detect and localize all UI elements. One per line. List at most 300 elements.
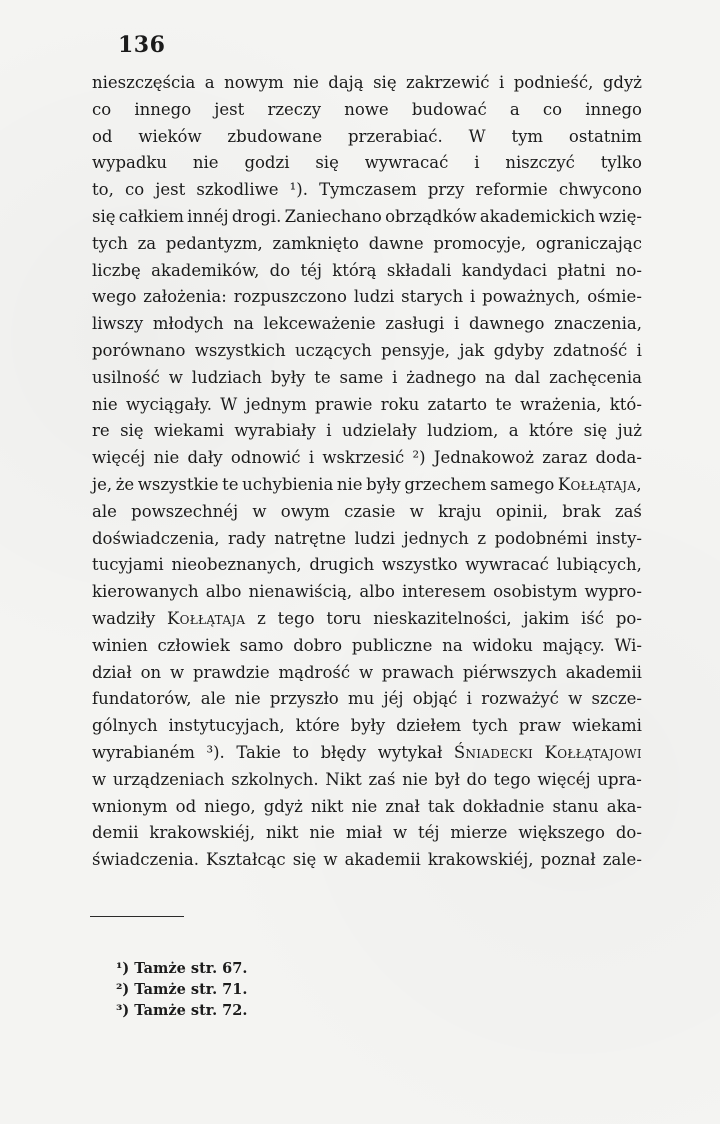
word: z [257,608,266,628]
text-line [92,794,642,821]
word: się [315,153,339,173]
word: usilność [92,367,160,387]
word: podnieść, [513,73,594,92]
word: więcéj [92,448,146,468]
word: nie [351,796,378,816]
word: pensyje, [381,340,451,360]
text-line [92,526,642,553]
word: wiekami [572,716,642,736]
word: porównano [92,340,186,360]
word: i [308,448,315,468]
word: znał [385,796,420,816]
word: tego [277,608,315,628]
word: wyrabiały [234,421,316,441]
word: w [168,367,183,387]
word: Nikt [325,769,362,789]
word: fundatorów, [92,689,192,709]
word: Kołłątaja [166,608,246,628]
word: drogi. [231,206,282,226]
word: nieobeznanych, [171,555,302,575]
word: a [204,73,215,92]
word: nienawiścią, [248,582,353,602]
word: aka- [606,796,642,816]
word: się [292,850,317,870]
word: te [222,474,239,494]
word: nie [153,448,180,468]
word: wieków [138,126,202,146]
text-line [92,740,642,767]
word: uchybienia [242,474,334,494]
word: natrętne [274,528,346,548]
footnote-divider [90,916,184,917]
word: kierowanych [92,582,199,602]
word: to, [92,180,114,200]
word: z [477,528,487,548]
word: po- [615,608,642,628]
word: rzeczy [267,99,322,119]
word: jakim [523,608,570,628]
word: stanu [552,796,599,816]
word: w [358,662,374,682]
word: brak [562,501,601,521]
word: się [373,73,397,92]
word: nie [402,769,428,789]
word: gólnych [92,716,158,736]
word: mający. [542,635,605,655]
word: całkiem [118,206,184,226]
word: ¹). [289,180,308,200]
word: objąć [412,689,458,709]
word: zasługi [385,314,445,334]
word: Jednakowoż [433,448,534,468]
word: kraju [438,501,482,521]
word: piérwszych [462,662,557,682]
word: te [314,367,331,387]
word: Takie [236,742,281,762]
word: zaś [368,769,396,789]
word: akademii [344,850,421,870]
word: na [233,314,254,334]
body-text [92,70,642,874]
word: tym [511,126,544,146]
word: od [92,126,113,146]
word: zachęcenia [549,367,642,387]
word: które [529,421,574,441]
word: gdyby [493,340,544,360]
word: w [92,769,107,789]
text-line [92,418,642,445]
word: wiekami [153,421,224,441]
text-line [92,579,642,606]
word: zamknięto [272,233,359,253]
text-line [92,445,642,472]
word: osobistym [493,582,578,602]
word: reformie [475,180,548,200]
word: dawnego [468,314,545,334]
word: akademickich [479,206,596,226]
word: jak [459,340,485,360]
word: dają [328,73,364,92]
word: innego [585,99,642,119]
word: liczbę [92,260,141,280]
page-number: 136 [118,32,166,58]
word: podobnémi [494,528,588,548]
word: wskrzesić [322,448,405,468]
word: błędy [320,742,367,762]
word: rady [228,528,266,548]
word: nie [336,474,363,494]
word: wyciągały. [126,394,212,414]
word: wywracać [465,555,549,575]
word: rozpuszczono [233,287,347,307]
word: mierze [450,823,508,843]
word: dal [514,367,541,387]
word: praw [518,716,562,736]
word: wszystko [381,555,458,575]
word: od [175,796,197,816]
word: udzielały [341,421,417,441]
word: nowym [224,73,284,92]
word: wszystkie [137,474,219,494]
word: pedantyzm, [165,233,263,253]
word: akademików, [151,260,260,280]
text-line [92,70,642,97]
word: co [92,99,112,119]
word: wypadku [92,153,168,173]
word: innéj [187,206,229,226]
word: dział [92,662,132,682]
word: wszystkich [194,340,286,360]
word: ²) [412,448,426,468]
word: do [269,260,291,280]
word: doświadczenia, [92,528,220,548]
word: miał [345,823,383,843]
word: odnowić [230,448,301,468]
word: jednych [403,528,469,548]
word: więcéj [537,769,591,789]
word: przyszło [269,689,339,709]
word: większego [518,823,605,843]
word: téj [418,823,440,843]
word: się [120,421,144,441]
word: prawdzie [192,662,270,682]
text-line [92,767,642,794]
word: szcze- [591,689,642,709]
word: W [220,394,238,414]
word: nieskazitelności, [373,608,512,628]
word: jest [214,99,245,119]
word: ostatnim [568,126,642,146]
word: je, [92,474,113,494]
word: i [466,689,472,709]
text-line [92,606,642,633]
word: składali [386,260,452,280]
word: starych [401,287,464,307]
word: liwszy [92,314,144,334]
word: insty- [596,528,642,548]
word: wadziły [92,608,156,628]
word: jest [155,180,186,200]
word: świadczenia. [92,850,199,870]
footnote: ³) Tamże str. 72. [116,1002,248,1019]
word: prawie [315,394,373,414]
footnote: ¹) Tamże str. 67. [116,960,248,977]
text-line [92,472,642,499]
word: to [292,742,310,762]
word: dokładnie [462,796,545,816]
word: do- [615,823,642,843]
word: dały [187,448,223,468]
word: w [252,501,267,521]
word: które [295,716,340,736]
word: w [568,689,583,709]
text-line [92,177,642,204]
word: opinii, [495,501,549,521]
word: gdyż [602,73,642,92]
word: grzechem [404,474,487,494]
word: wyrabianém [92,742,195,762]
word: winien [92,635,148,655]
word: obrządków [385,206,477,226]
word: widoku [472,635,533,655]
word: za [137,233,157,253]
word: w [323,850,338,870]
word: interesem [402,582,486,602]
word: wypro- [584,582,642,602]
word: tych [92,233,128,253]
word: dobro [293,635,343,655]
word: wrażenia, [520,394,602,414]
word: urządzeniach [112,769,225,789]
word: i [453,314,460,334]
word: a [508,421,519,441]
word: wego [92,287,137,307]
word: w [169,662,185,682]
word: powszechnéj [131,501,239,521]
word: mu [347,689,375,709]
word: i [470,287,476,307]
word: roku [380,394,420,414]
word: ale [92,501,117,521]
word: jednym [245,394,307,414]
word: akademii [565,662,642,682]
word: niego, [204,796,256,816]
word: co [124,180,145,200]
word: się [92,206,116,226]
word: nieszczęścia [92,73,196,92]
word: tucyjami [92,555,164,575]
text-line [92,231,642,258]
word: któ- [609,394,642,414]
footnotes [116,958,247,1021]
text-line [92,686,642,713]
word: nowe [344,99,389,119]
word: krakowskiéj, [427,850,534,870]
word: nie [192,153,219,173]
word: przerabiać. [348,126,443,146]
text-line [92,97,642,124]
word: zaraz [542,448,588,468]
text-line [92,713,642,740]
word: wnionym [92,796,168,816]
word: na [485,367,506,387]
word: nie [92,394,118,414]
word: płatni [557,260,606,280]
word: do [466,769,488,789]
word: no- [615,260,642,280]
word: prawach [381,662,455,682]
word: Wi- [614,635,642,655]
word: on [140,662,162,682]
word: ludziach [191,367,262,387]
word: nie [293,73,319,92]
text-line [92,311,642,338]
word: i [474,153,480,173]
word: były [270,367,306,387]
word: Zaniechano [284,206,382,226]
text-line [92,124,642,151]
word: owym [280,501,330,521]
word: demii [92,823,139,843]
word: jéj [383,689,404,709]
word: Kształcąc [206,850,286,870]
word: uczących [294,340,372,360]
word: publiczne [351,635,433,655]
word: Śniadecki [453,742,534,762]
word: lekceważenie [263,314,376,334]
word: Kołłątaja, [557,474,642,494]
word: samo [239,635,284,655]
word: a [509,99,520,119]
word: były [366,474,401,494]
word: i [498,73,505,92]
text-line [92,660,642,687]
word: toru [326,608,362,628]
word: zatarto [427,394,488,414]
word: albo [205,582,242,602]
text-line [92,552,642,579]
word: mądrość [278,662,351,682]
word: dziełem [396,716,462,736]
word: założenia: [143,287,227,307]
word: ale [200,689,226,709]
word: samego [490,474,555,494]
text-line [92,204,642,231]
word: w [409,501,424,521]
word: były [350,716,386,736]
text-line [92,820,642,847]
word: ośmie- [587,287,642,307]
word: poznał [540,850,596,870]
word: zaś [614,501,642,521]
word: zdatność [553,340,628,360]
word: nikt [265,823,299,843]
word: same [339,367,384,387]
word: w [392,823,408,843]
word: którą [332,260,377,280]
word: instytucyjach, [168,716,285,736]
word: gdyż [263,796,303,816]
text-line [92,284,642,311]
word: na [442,635,463,655]
word: tak [427,796,455,816]
word: ograniczając [535,233,642,253]
word: lubiących, [556,555,642,575]
word: i [326,421,332,441]
word: czasie [344,501,396,521]
word: ³). [206,742,225,762]
word: znaczenia, [554,314,642,334]
word: tylko [600,153,642,173]
word: był [434,769,460,789]
word: tego [493,769,531,789]
word: przy [427,180,465,200]
word: niszczyć [505,153,575,173]
word: i [392,367,398,387]
word: dawne [368,233,424,253]
word: i [636,340,642,360]
text-line [92,499,642,526]
word: godzi [244,153,290,173]
word: człowiek [157,635,230,655]
text-line [92,847,642,874]
word: zakrzewić [406,73,490,92]
word: kandydaci [461,260,547,280]
word: nie [309,823,336,843]
word: tych [472,716,508,736]
word: szkodliwe [196,180,279,200]
word: innego [134,99,192,119]
text-line [92,392,642,419]
word: wywracać [364,153,449,173]
word: doda- [595,448,642,468]
word: promocyje, [433,233,527,253]
word: re [92,421,110,441]
word: poważnych, [482,287,581,307]
word: W [468,126,486,146]
word: téj [300,260,322,280]
word: nie [234,689,261,709]
word: Tymczasem [319,180,417,200]
word: szkolnych. [231,769,319,789]
word: ludziom, [427,421,499,441]
word: młodych [152,314,224,334]
word: że [115,474,135,494]
word: iść [581,608,605,628]
word: krakowskiéj, [149,823,256,843]
word: zbudowane [227,126,323,146]
word: wzię- [598,206,642,226]
text-line [92,338,642,365]
word: żadnego [406,367,477,387]
word: albo [359,582,395,602]
word: wytykał [377,742,443,762]
word: rozważyć [481,689,559,709]
word: chwycono [558,180,642,200]
word: upra- [597,769,642,789]
word: zale- [602,850,642,870]
word: te [495,394,512,414]
word: już [617,421,642,441]
word: ludzi [354,528,395,548]
word: budować [411,99,487,119]
text-line [92,150,642,177]
word: Kołłątajowi [544,742,642,762]
word: drugich [309,555,375,575]
text-line [92,365,642,392]
word: co [542,99,563,119]
word: ludzi [353,287,395,307]
